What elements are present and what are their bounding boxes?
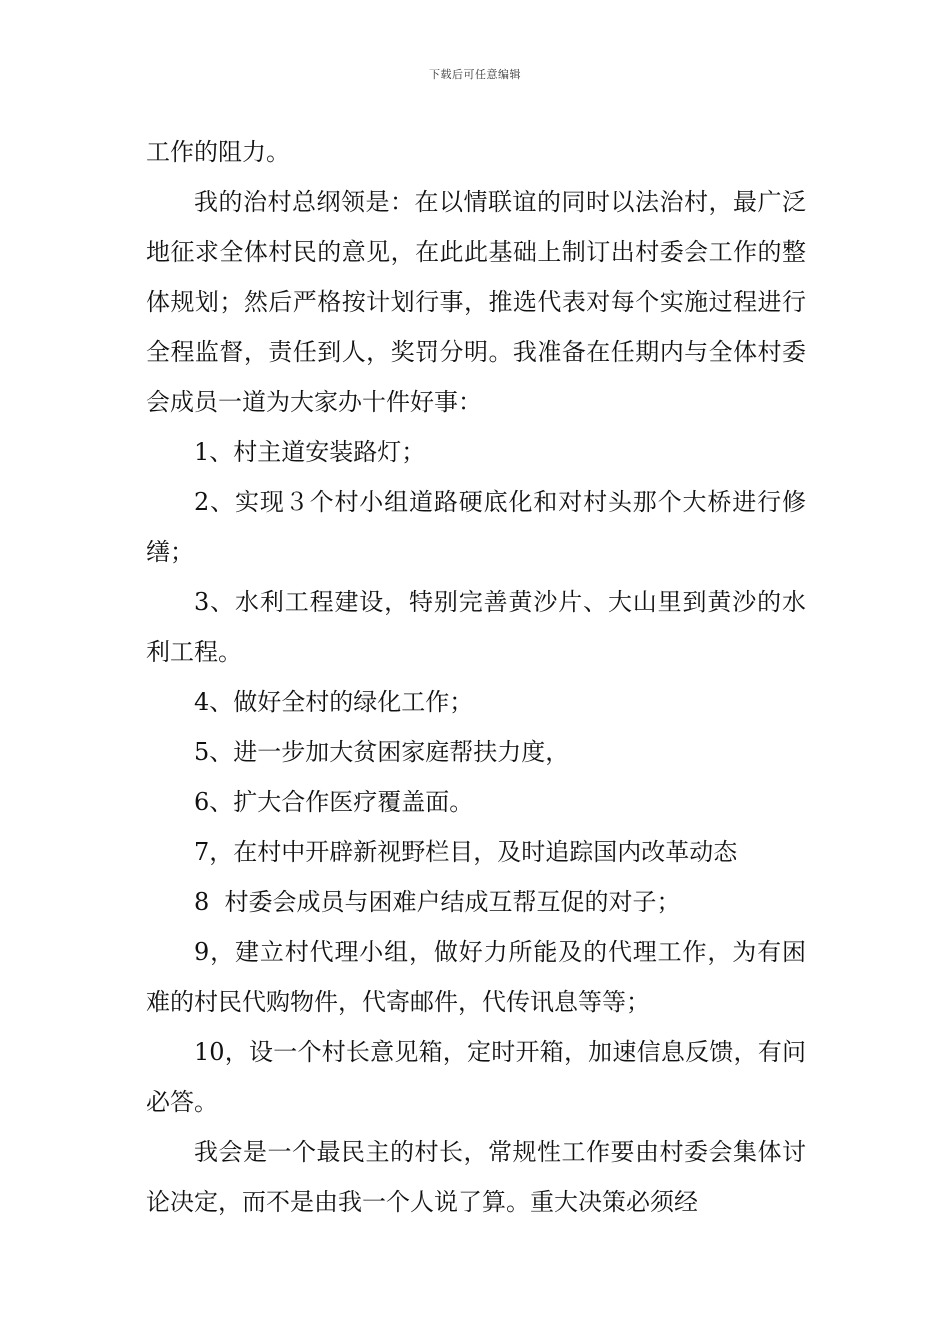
list-item-1: 1、村主道安装路灯； — [194, 438, 426, 466]
document-body — [146, 127, 806, 1227]
list-item-3: 3、水利工程建设，特别完善黄沙片、大山里到黄沙的水利工程。 — [146, 588, 806, 666]
list-item-8: 8 村委会成员与困难户结成互帮互促的对子； — [194, 888, 681, 916]
list-item-6: 6、扩大合作医疗覆盖面。 — [194, 788, 474, 816]
paragraph-democratic-pledge: 我会是一个最民主的村长，常规性工作要由村委会集体讨论决定，而不是由我一个人说了算。重大决策必须经 — [146, 1138, 806, 1216]
list-item-10: 10，设一个村长意见箱，定时开箱，加速信息反馈，有问必答。 — [146, 1038, 806, 1116]
page-header-note: 下载后可任意编辑 — [429, 68, 521, 81]
list-item-2: 2、实现３个村小组道路硬底化和对村头那个大桥进行修缮； — [146, 488, 806, 566]
paragraph-continuation: 工作的阻力。 — [146, 138, 290, 166]
list-item-4: 4、做好全村的绿化工作； — [194, 688, 474, 716]
list-item-9: 9，建立村代理小组，做好力所能及的代理工作，为有困难的村民代购物件，代寄邮件，代传讯息等等； — [146, 938, 806, 1016]
list-item-5: 5、进一步加大贫困家庭帮扶力度， — [194, 738, 570, 766]
list-item-7: 7，在村中开辟新视野栏目，及时追踪国内改革动态 — [194, 838, 738, 866]
paragraph-governance-outline: 我的治村总纲领是：在以情联谊的同时以法治村，最广泛地征求全体村民的意见，在此此基础上制订出村委会工作的整体规划；然后严格按计划行事，推选代表对每个实施过程进行全程监督，责任到人，奖罚分明。我准备在任期内与全体村委会成员一道为大家办十件好事： — [146, 188, 806, 416]
